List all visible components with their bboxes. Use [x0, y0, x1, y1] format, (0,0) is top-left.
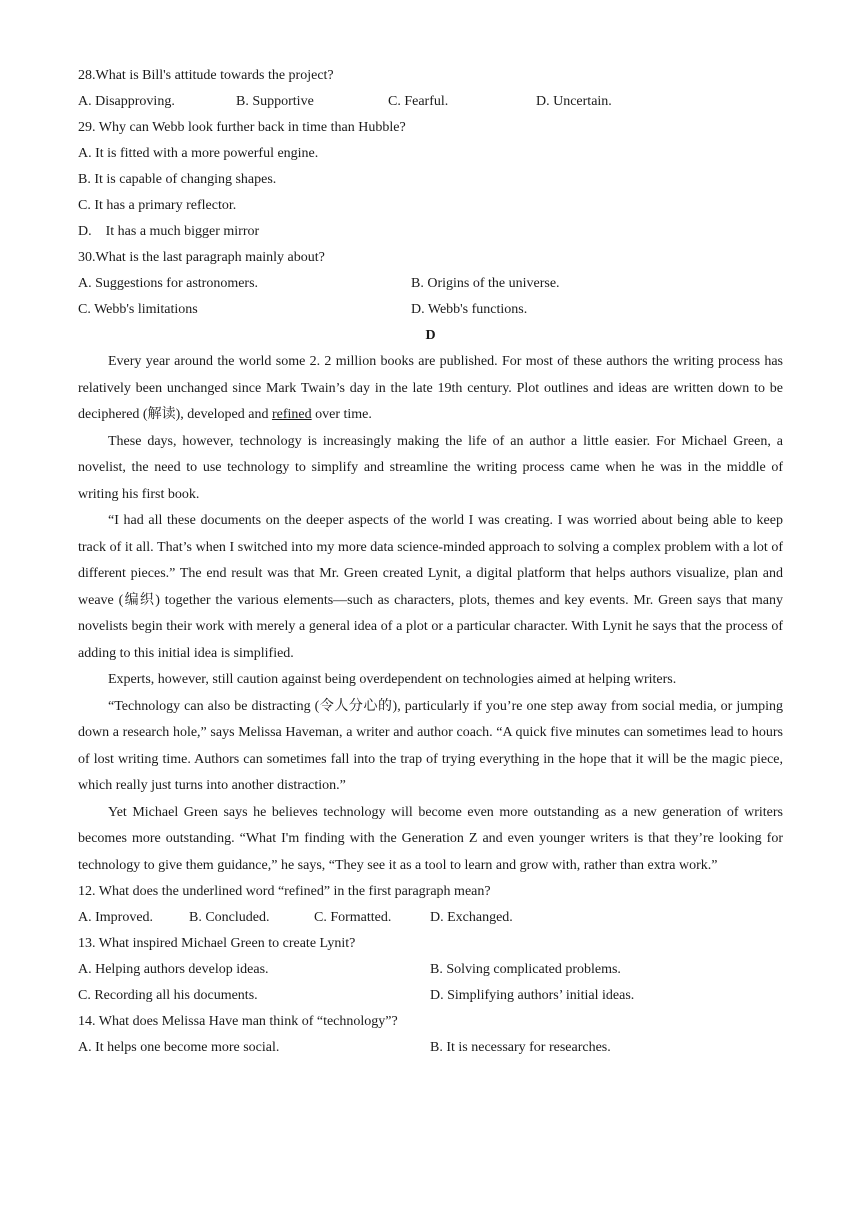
- option-b: B. Supportive: [236, 94, 314, 109]
- question-28-options: [78, 89, 783, 115]
- question-30-options-row1: [78, 271, 783, 297]
- question-13-stem: 13. What inspired Michael Green to create Lynit?: [78, 936, 356, 951]
- option-b: B. It is capable of changing shapes.: [78, 172, 277, 187]
- option-b: B. Concluded.: [189, 910, 270, 925]
- option-d: D. Uncertain.: [536, 94, 612, 109]
- question-14-options-row1: [78, 1035, 783, 1061]
- option-d: D. Simplifying authors’ initial ideas.: [430, 988, 635, 1003]
- option-a: A. Disapproving.: [78, 94, 175, 109]
- paragraph-3: “I had all these documents on the deeper aspects of the world I was creating. I was worried about being able to keep track of it all. That’s when I switched into my more data science-minded approach to solving a complex problem with a lot of different pieces.” The end result was that Mr. Green created Lynit, a digital platform that helps authors visualize, plan and weave (编织) together the various elements—such as characters, plots, themes and key events. Mr. Green says that many novelists begin their work with merely a general idea of a plot or a particular character. With Lynit he says that the process of adding to this initial idea is simplified.: [78, 513, 783, 661]
- option-c: C. Recording all his documents.: [78, 988, 258, 1003]
- paragraph-1-text-b: over time.: [311, 407, 372, 422]
- question-13-options-row1: [78, 957, 783, 983]
- paragraph-2: These days, however, technology is increasingly making the life of an author a little easier. For Michael Green, a novelist, the need to use technology to simplify and streamline the writing process came when he was in the middle of writing his first book.: [78, 433, 783, 502]
- option-d: D. Exchanged.: [430, 910, 513, 925]
- paragraph-1: [78, 349, 783, 429]
- option-b: B. Origins of the universe.: [411, 276, 560, 291]
- option-d: D. It has a much bigger mirror: [78, 224, 260, 239]
- question-30-options-row2: [78, 297, 783, 323]
- paragraph-4: Experts, however, still caution against being overdependent on technologies aimed at helping writers.: [108, 672, 677, 687]
- option-a: A. Helping authors develop ideas.: [78, 962, 269, 977]
- paragraph-5: “Technology can also be distracting (令人分心的), particularly if you’re one step away from social media, or jumping down a research hole,” says Melissa Haveman, a writer and author coach. “A quick five minutes can sometimes lead to hours of lost writing time. Authors can sometimes fall into the trap of trying everything in the hope that it will be the magic piece, which really just turns into another distraction.”: [78, 698, 783, 793]
- option-d: D. Webb's functions.: [411, 302, 528, 317]
- question-12-stem: 12. What does the underlined word “refined” in the first paragraph mean?: [78, 884, 491, 899]
- question-29-stem: 29. Why can Webb look further back in time than Hubble?: [78, 120, 406, 135]
- option-a: A. It helps one become more social.: [78, 1040, 280, 1055]
- paragraph-6: Yet Michael Green says he believes technology will become even more outstanding as a new generation of writers becomes more outstanding. “What I'm finding with the Generation Z and even younger writers is that they’re looking for technology to give them guidance,” he says, “They see it as a tool to learn and grow with, rather than extra work.”: [78, 804, 783, 873]
- document-page: [78, 63, 783, 1061]
- option-c: C. It has a primary reflector.: [78, 198, 237, 213]
- option-b: B. It is necessary for researches.: [430, 1040, 611, 1055]
- question-13-options-row2: [78, 983, 783, 1009]
- option-c: C. Webb's limitations: [78, 302, 198, 317]
- option-b: B. Solving complicated problems.: [430, 962, 621, 977]
- paragraph-1-text-a: Every year around the world some 2. 2 million books are published. For most of these authors the writing process has relatively been unchanged since Mark Twain’s day in the late 19th century. Plot outlines and ideas are written down to be deciphered (解读), developed and: [78, 354, 783, 422]
- option-a: A. Suggestions for astronomers.: [78, 276, 259, 291]
- section-heading: D: [425, 328, 436, 343]
- underlined-word: refined: [271, 407, 312, 422]
- question-12-options: [78, 905, 783, 931]
- option-a: A. It is fitted with a more powerful engine.: [78, 146, 319, 161]
- question-28-stem: 28.What is Bill's attitude towards the project?: [78, 68, 334, 83]
- question-30-stem: 30.What is the last paragraph mainly about?: [78, 250, 325, 265]
- option-c: C. Fearful.: [388, 94, 449, 109]
- option-c: C. Formatted.: [314, 910, 392, 925]
- option-a: A. Improved.: [78, 910, 154, 925]
- question-14-stem: 14. What does Melissa Have man think of “technology”?: [78, 1014, 398, 1029]
